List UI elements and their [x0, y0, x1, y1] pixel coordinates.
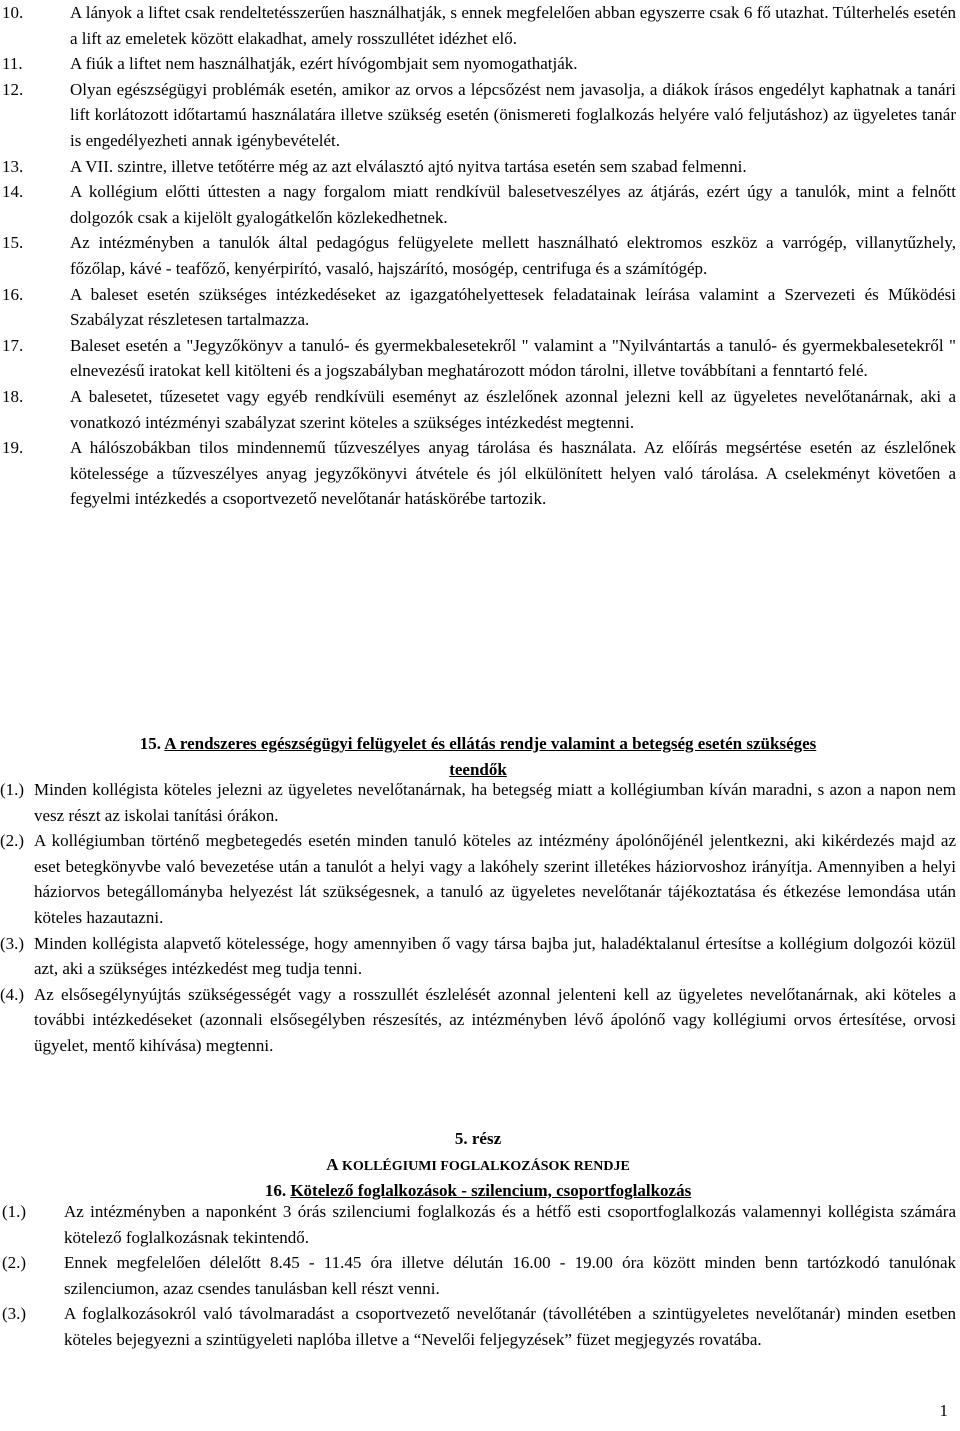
item-text: Az elsősegélynyújtás szükségességét vagy a rosszullét észlelését azonnal jelenteni kell az ügyeletes nevelőtanárnak, aki köteles a további intézkedéseket (azonnali elsősegélyben részesítés, az intézményben lévő ápolónő vagy kollégiumi orvos értesítése, orvosi ügyelet, mentő kihívása) megtenni.	[34, 984, 956, 1055]
list-item	[0, 777, 956, 828]
part-title	[0, 1152, 956, 1180]
item-number: (3.)	[0, 933, 25, 953]
item-number: (2.)	[2, 1253, 27, 1273]
part-title-rest: KOLLÉGIUMI FOGLALKOZÁSOK RENDJE	[341, 1159, 630, 1174]
item-number: 12.	[2, 79, 24, 99]
numbered-list-top	[0, 0, 956, 512]
section-15-title-cont: teendők	[449, 759, 507, 779]
list-item	[0, 1301, 956, 1352]
item-number: (4.)	[0, 984, 25, 1004]
item-text: A kollégiumban történő megbetegedés esetén minden tanuló köteles az intézmény ápolónőjénél jelentkezni, aki kikérdezés majd az eset betegkönyvbe való bevezetése után a tanulót a helyi vagy a lakóhely szerint illetékes háziorvoshoz irányítja. Amennyiben a helyi háziorvos betegállományba helyezést lát szükségesnek, a tanuló az ügyeletes nevelőtanár tájékoztatása és étkezése lemondása után köteles hazautazni.	[34, 831, 956, 927]
list-item	[2, 0, 956, 51]
list-item	[0, 982, 956, 1059]
item-number: 13.	[2, 156, 24, 176]
item-number: 14.	[2, 182, 24, 202]
item-text: Az intézményben a tanulók által pedagógus felügyelete mellett használható elektromos eszköz a varrógép, villanytűzhely, főzőlap, kávé - teafőző, kenyérpirító, vasaló, hajszárító, mosógép, centrifuga és a számítógép.	[70, 233, 956, 278]
list-item	[2, 154, 956, 180]
item-text: Olyan egészségügyi problémák esetén, amikor az orvos a lépcsőzést nem javasolja, a diákok írásos engedélyt kaphatnak a tanári lift korlátozott időtartamú használatára illetve szükség esetén (önismereti foglalkozás helyére való feljutáshoz) az ügyeletes tanár is engedélyezheti annak igénybevételét.	[70, 79, 956, 150]
section-15-list	[0, 777, 956, 1059]
list-item	[2, 435, 956, 512]
section-16-list	[0, 1199, 956, 1353]
list-item	[2, 77, 956, 154]
item-number: 11.	[2, 54, 23, 74]
item-number: 10.	[2, 3, 24, 22]
item-number: 18.	[2, 386, 24, 406]
item-text: A foglalkozásokról való távolmaradást a csoportvezető nevelőtanár (távollétében a szintügyeletes nevelőtanár) minden esetben köteles bejegyezni a szintügyeleti naplóba illetve a “Nevelői feljegyzések” füzet megjegyzés rovatába.	[64, 1304, 956, 1349]
list-item	[2, 384, 956, 435]
section-16-title: Kötelező foglalkozások - szilencium, csoportfoglalkozás	[290, 1181, 692, 1200]
item-text: A kollégium előtti úttesten a nagy forgalom miatt rendkívül balesetveszélyes az átjárás, ezért úgy a tanulók, mint a felnőtt dolgozók csak a kijelölt gyalogátkelőn közlekedhetnek.	[70, 182, 956, 227]
part-title-first-letter: A	[326, 1155, 339, 1174]
item-number: (1.)	[2, 1202, 27, 1221]
section-16-number: 16.	[264, 1181, 287, 1200]
item-number: 19.	[2, 438, 24, 458]
section-15-title: A rendszeres egészségügyi felügyelet és ellátás rendje valamint a betegség esetén szükséges	[164, 734, 817, 753]
item-text: Minden kollégista alapvető kötelessége, hogy amennyiben ő vagy társa bajba jut, haladéktalanul értesítse a kollégium dolgozói közül azt, aki a szükséges intézkedést meg tudja tenni.	[34, 933, 956, 979]
item-number: 15.	[2, 233, 24, 253]
item-number: 17.	[2, 335, 24, 355]
list-item	[0, 828, 956, 930]
item-number: (2.)	[0, 831, 25, 851]
list-item	[0, 1250, 956, 1301]
page-number: 1	[939, 1401, 948, 1420]
item-text: Minden kollégista köteles jelezni az ügyeletes nevelőtanárnak, ha betegség miatt a kollégiumban kíván maradni, s azon a napon nem vesz részt az iskolai tanítási órákon.	[34, 780, 956, 825]
item-number: (3.)	[2, 1304, 27, 1324]
part-heading: 5. rész	[454, 1129, 502, 1148]
item-number: (1.)	[0, 780, 25, 799]
item-text: A lányok a liftet csak rendeltetésszerűen használhatják, s ennek megfelelően abban egyszerre csak 6 fő utazhat. Túlterhelés esetén a lift az emeletek között elakadhat, amely rosszullétet idézhet elő.	[70, 3, 956, 48]
item-text: Ennek megfelelően délelőtt 8.45 - 11.45 óra illetve délután 16.00 - 19.00 óra között minden benn tartózkodó tanulónak szilenciumon, azaz csendes tanulásban kell részt venni.	[64, 1253, 956, 1298]
list-item	[2, 179, 956, 230]
item-text: Baleset esetén a "Jegyzőkönyv a tanuló- és gyermekbalesetekről " valamint a "Nyilvántartás a tanuló- és gyermekbalesetekről " elnevezésű iratokat kell kitölteni és a jogszabályban meghatározott módon tárolni, illetve továbbítani a fenntartó felé.	[70, 335, 956, 381]
list-item	[2, 282, 956, 333]
item-number: 16.	[2, 284, 24, 304]
item-text: A fiúk a liftet nem használhatják, ezért hívógombjait sem nyomogathatják.	[70, 54, 578, 74]
list-item	[2, 333, 956, 384]
item-text: A baleset esetén szükséges intézkedéseket az igazgatóhelyettesek feladatainak leírása valamint a Szervezeti és Működési Szabályzat részletesen tartalmazza.	[70, 284, 956, 330]
section-15-number: 15.	[139, 734, 161, 753]
item-text: A balesetet, tűzesetet vagy egyéb rendkívüli eseményt az észlelőnek azonnal jelezni kell az ügyeletes nevelőtanárnak, aki a vonatkozó intézményi szabályzat szerint köteles a szükséges intézkedést megtenni.	[70, 386, 956, 432]
item-text: A hálószobákban tilos mindennemű tűzveszélyes anyag tárolása és használata. Az előírás megsértése esetén az észlelőnek kötelessége a tűzveszélyes anyag jegyzőkönyvi átvétele és jól elkülönített helyen való tárolása. A cselekményt követően a fegyelmi intézkedés a csoportvezető nevelőtanár hatáskörébe tartozik.	[70, 438, 956, 509]
list-item	[2, 51, 956, 77]
list-item	[2, 230, 956, 281]
list-item	[0, 1199, 956, 1250]
section-15-heading	[0, 731, 956, 782]
list-item	[0, 931, 956, 982]
item-text: Az intézményben a naponként 3 órás szilenciumi foglalkozás és a hétfő esti csoportfoglalkozás valamennyi kollégista számára kötelező foglalkozásnak tekintendő.	[64, 1202, 956, 1247]
item-text: A VII. szintre, illetve tetőtérre még az azt elválasztó ajtó nyitva tartása esetén sem szabad felmenni.	[70, 156, 747, 176]
